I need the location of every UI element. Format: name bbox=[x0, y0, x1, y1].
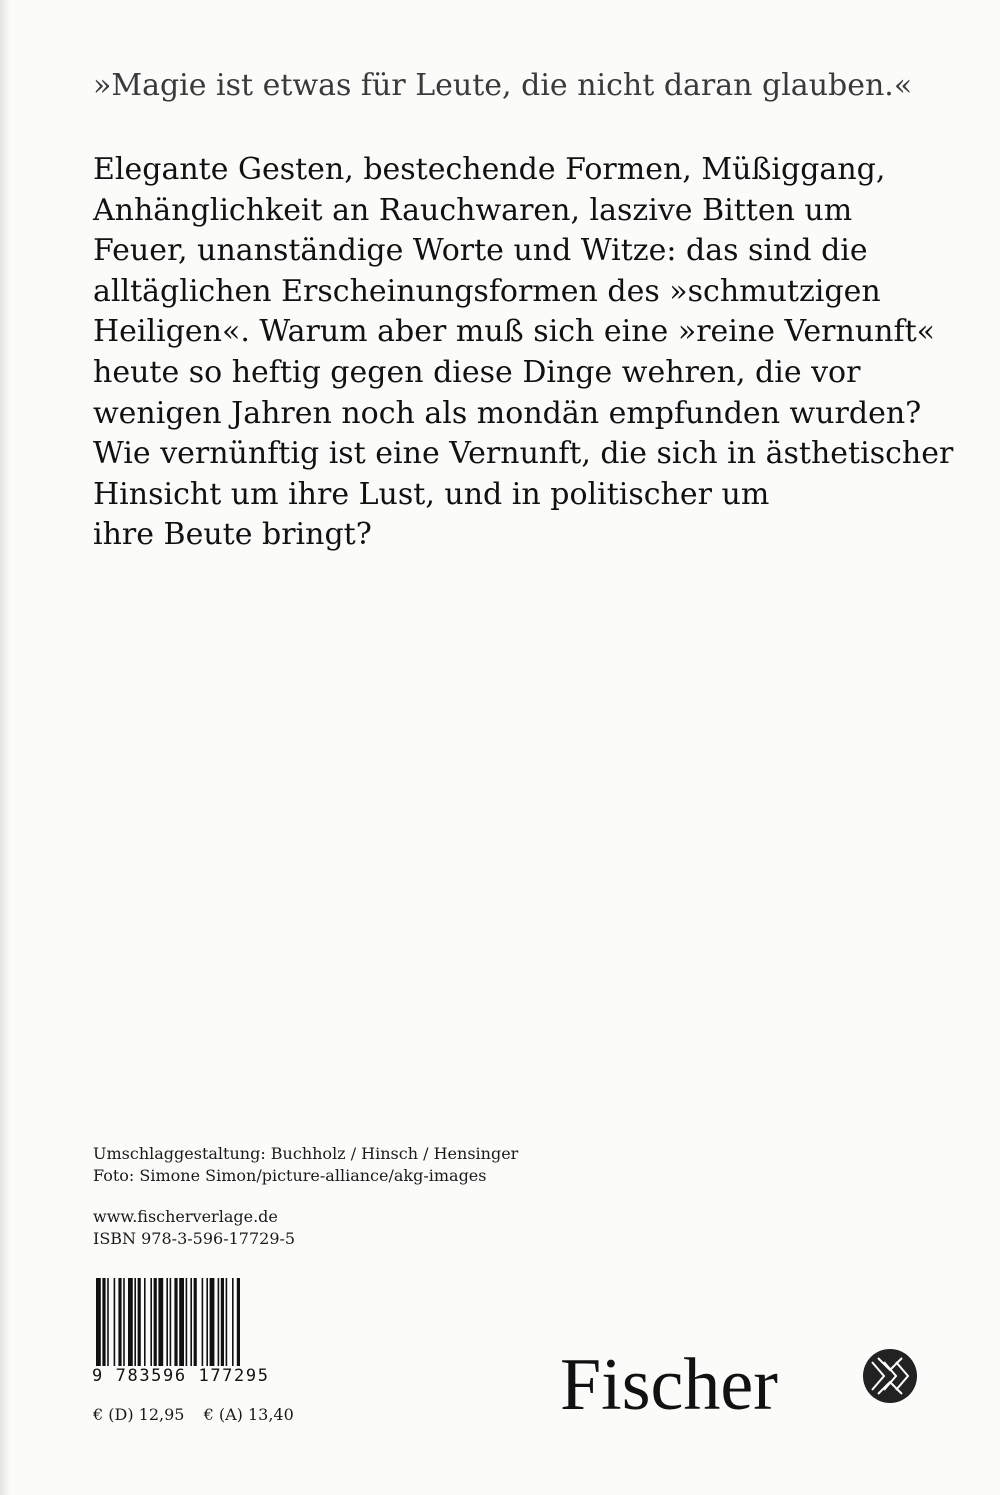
barcode-bar bbox=[118, 1278, 121, 1366]
barcode-bar bbox=[186, 1278, 188, 1366]
blurb-line: heute so heftig gegen diese Dinge wehren, die vor bbox=[93, 354, 861, 390]
blurb-line: Hinsicht um ihre Lust, und in politischer um bbox=[93, 476, 770, 512]
publisher-logo bbox=[560, 1340, 940, 1440]
barcode-bar bbox=[144, 1278, 146, 1366]
barcode-bar bbox=[237, 1278, 240, 1366]
barcode-bars bbox=[92, 1278, 292, 1366]
barcode-bar bbox=[206, 1278, 208, 1366]
barcode-bar bbox=[107, 1278, 109, 1366]
logo-wordmark: Fischer bbox=[560, 1344, 778, 1426]
blurb-line: Elegante Gesten, bestechende Formen, Müßiggang, bbox=[93, 152, 886, 187]
blurb-line: Feuer, unanständige Worte und Witze: das sind die bbox=[93, 233, 868, 269]
barcode-bar bbox=[154, 1278, 157, 1366]
barcode-bar bbox=[158, 1278, 163, 1366]
barcode-bar bbox=[221, 1278, 224, 1366]
blurb-paragraph bbox=[93, 150, 954, 556]
barcode-bar bbox=[174, 1278, 177, 1366]
fischer-mark-icon bbox=[862, 1348, 918, 1404]
publisher-info bbox=[93, 1206, 295, 1250]
price-germany: € (D) 12,95 bbox=[93, 1405, 185, 1424]
barcode-bar bbox=[202, 1278, 204, 1366]
blurb-line: Wie vernünftig ist eine Vernunft, die sich in ästhetischer bbox=[93, 436, 954, 472]
blurb-line: Heiligen«. Warum aber muß sich eine »reine Vernunft« bbox=[93, 314, 935, 350]
cover-design-credit: Umschlaggestaltung: Buchholz / Hinsch / Hensinger bbox=[93, 1144, 519, 1163]
credits bbox=[93, 1143, 518, 1187]
publisher-website: www.fischerverlage.de bbox=[93, 1207, 278, 1226]
photo-credit: Foto: Simone Simon/picture-alliance/akg-images bbox=[93, 1166, 487, 1185]
barcode-bar bbox=[179, 1278, 184, 1366]
barcode-bar bbox=[134, 1278, 136, 1366]
blurb-line: ihre Beute bringt? bbox=[93, 517, 372, 553]
blurb-line: wenigen Jahren noch als mondän empfunden wurden? bbox=[93, 395, 922, 431]
prices bbox=[93, 1405, 308, 1425]
barcode-bar bbox=[194, 1278, 197, 1366]
barcode-bar bbox=[150, 1278, 152, 1366]
barcode-bar bbox=[232, 1278, 234, 1366]
price-austria: € (A) 13,40 bbox=[203, 1405, 294, 1424]
barcode-bar bbox=[166, 1278, 168, 1366]
barcode-bar bbox=[138, 1278, 141, 1366]
barcode-bar bbox=[226, 1278, 228, 1366]
tagline-quote: »Magie ist etwas für Leute, die nicht daran glauben.« bbox=[93, 68, 913, 103]
blurb-line: Anhänglichkeit an Rauchwaren, laszive Bitten um bbox=[93, 192, 853, 228]
blurb-line: alltäglichen Erscheinungsformen des »schmutzigen bbox=[93, 273, 881, 309]
barcode-bar bbox=[96, 1278, 101, 1366]
barcode-bar bbox=[218, 1278, 220, 1366]
isbn: ISBN 978-3-596-17729-5 bbox=[93, 1229, 296, 1248]
page-edge bbox=[0, 0, 10, 1495]
barcode-bar bbox=[190, 1278, 192, 1366]
barcode-bar bbox=[128, 1278, 133, 1366]
barcode-bar bbox=[102, 1278, 105, 1366]
barcode-bar bbox=[114, 1278, 116, 1366]
barcode-bar bbox=[210, 1278, 215, 1366]
barcode-digits: 9 783596 177295 bbox=[92, 1366, 270, 1386]
barcode-icon bbox=[92, 1278, 292, 1386]
barcode-bar bbox=[170, 1278, 172, 1366]
barcode-bar bbox=[123, 1278, 125, 1366]
